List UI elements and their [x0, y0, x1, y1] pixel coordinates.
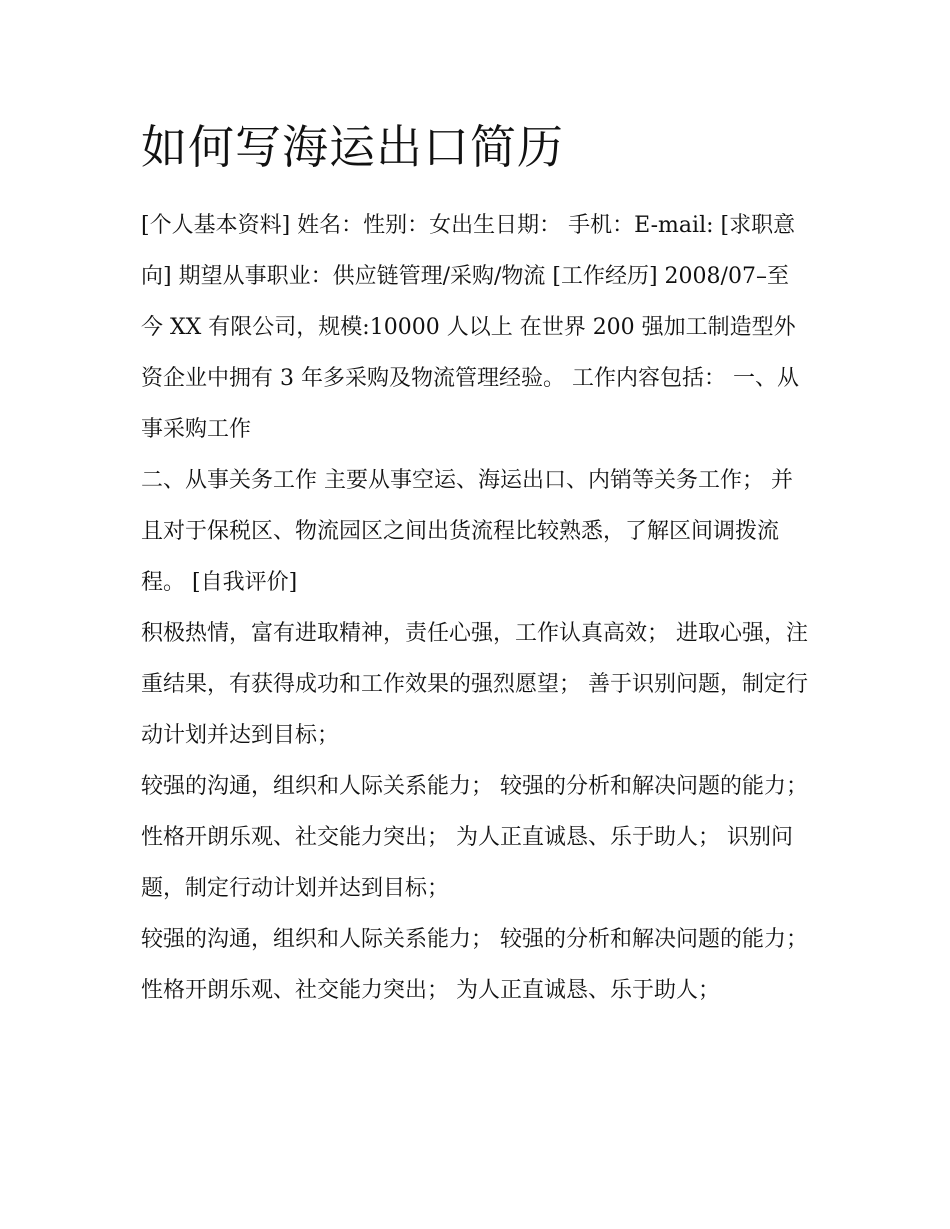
document-body: [141, 112, 809, 1016]
paragraph-self-evaluation: 积极热情，富有进取精神，责任心强，工作认真高效； 进取心强，注重结果，有获得成功和工作效果的强烈愿望； 善于识别问题，制定行动计划并达到目标；: [141, 621, 808, 748]
document-title: 如何写海运出口简历: [141, 120, 564, 174]
paragraph-abilities-2: 较强的沟通，组织和人际关系能力； 较强的分析和解决问题的能力； 性格开朗乐观、社交能力突出； 为人正直诚恳、乐于助人；: [141, 927, 808, 1003]
paragraph-basic-info: [个人基本资料] 姓名：性别：女出生日期： 手机：E-mail: [求职意向] 期望从事职业：供应链管理/采购/物流 [工作经历] 2008/07–至今 XX 有限公司，规模:10000 人以上 在世界 200 强加工制造型外资企业中拥有 3 年多采购及物流管理经验。 工作内容包括： 一、从事采购工作: [141, 213, 799, 442]
paragraph-customs-work: 二、从事关务工作 主要从事空运、海运出口、内销等关务工作； 并且对于保税区、物流园区之间出货流程比较熟悉，了解区间调拨流程。 [自我评价]: [141, 468, 793, 595]
paragraph-abilities-1: 较强的沟通，组织和人际关系能力； 较强的分析和解决问题的能力； 性格开朗乐观、社交能力突出； 为人正直诚恳、乐于助人； 识别问题，制定行动计划并达到目标；: [141, 774, 808, 901]
